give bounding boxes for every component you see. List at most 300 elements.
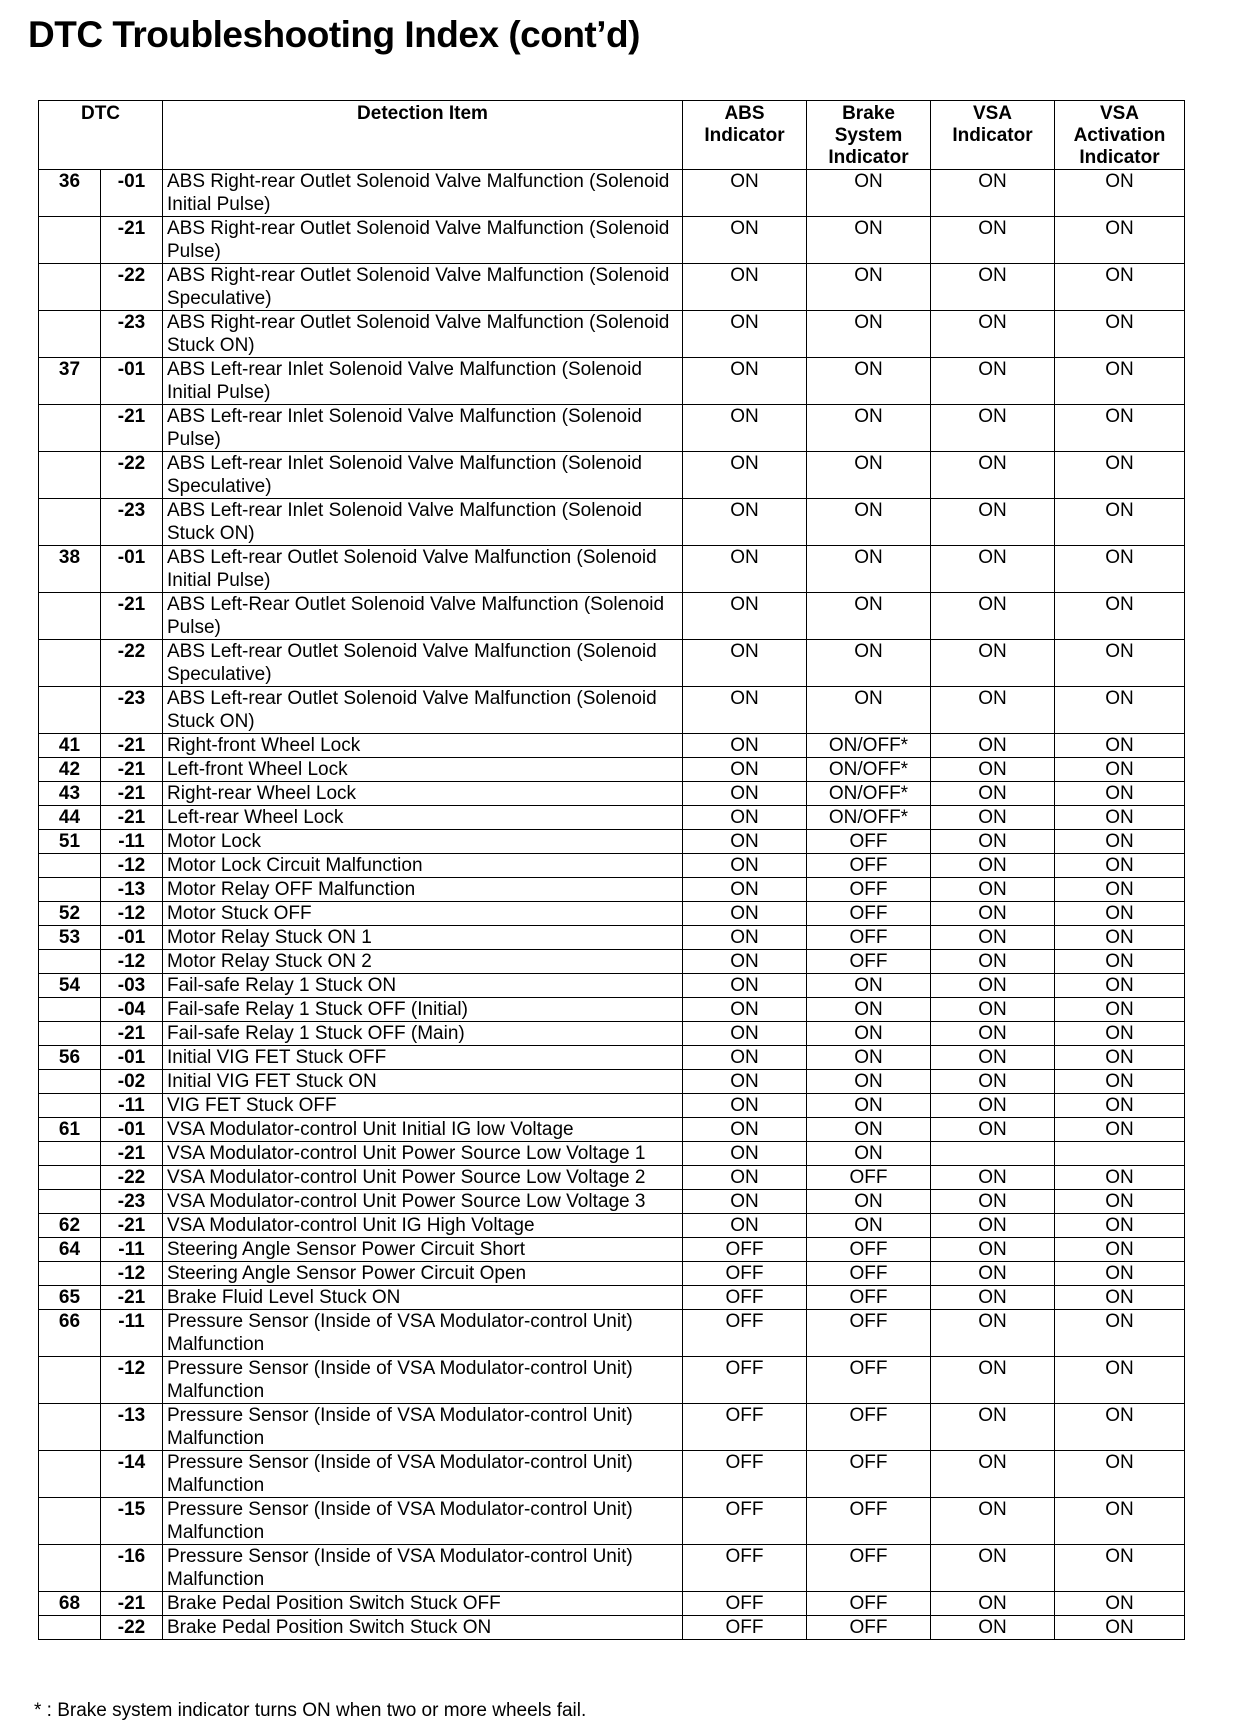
vsa-indicator-cell: ON xyxy=(931,358,1055,405)
abs-indicator-cell: ON xyxy=(683,854,807,878)
brake-indicator-cell: OFF xyxy=(807,1592,931,1616)
dtc-sub-cell: -23 xyxy=(101,1190,163,1214)
vsa-activation-cell: ON xyxy=(1055,1070,1185,1094)
table-header-row xyxy=(39,101,1185,170)
brake-indicator-cell: ON xyxy=(807,170,931,217)
abs-indicator-cell: OFF xyxy=(683,1238,807,1262)
brake-indicator-cell: ON/OFF* xyxy=(807,734,931,758)
vsa-activation-cell: ON xyxy=(1055,830,1185,854)
vsa-indicator-cell: ON xyxy=(931,1118,1055,1142)
detection-item-cell: ABS Left-rear Outlet Solenoid Valve Malfunction (Solenoid Speculative) xyxy=(163,640,683,687)
vsa-activation-cell: ON xyxy=(1055,1238,1185,1262)
brake-indicator-cell: ON xyxy=(807,974,931,998)
dtc-sub-cell: -12 xyxy=(101,950,163,974)
abs-indicator-cell: ON xyxy=(683,926,807,950)
vsa-activation-cell: ON xyxy=(1055,1046,1185,1070)
dtc-main-cell: 68 xyxy=(39,1592,101,1616)
table-row xyxy=(39,1451,1185,1498)
vsa-activation-cell: ON xyxy=(1055,1545,1185,1592)
detection-item-cell: VSA Modulator-control Unit IG High Voltage xyxy=(163,1214,683,1238)
table-row xyxy=(39,1118,1185,1142)
detection-item-cell: Pressure Sensor (Inside of VSA Modulator-control Unit) Malfunction xyxy=(163,1310,683,1357)
detection-item-cell: Motor Relay Stuck ON 1 xyxy=(163,926,683,950)
table-row xyxy=(39,593,1185,640)
dtc-table xyxy=(38,100,1185,1640)
table-row xyxy=(39,1214,1185,1238)
vsa-indicator-cell: ON xyxy=(931,687,1055,734)
dtc-sub-cell: -23 xyxy=(101,687,163,734)
abs-indicator-cell: OFF xyxy=(683,1592,807,1616)
brake-indicator-cell: OFF xyxy=(807,878,931,902)
dtc-main-cell xyxy=(39,499,101,546)
dtc-main-cell xyxy=(39,405,101,452)
table-row xyxy=(39,1592,1185,1616)
abs-indicator-cell: ON xyxy=(683,878,807,902)
vsa-indicator-cell: ON xyxy=(931,311,1055,358)
dtc-sub-cell: -21 xyxy=(101,593,163,640)
dtc-sub-cell: -01 xyxy=(101,1046,163,1070)
dtc-sub-cell: -21 xyxy=(101,1022,163,1046)
vsa-activation-cell: ON xyxy=(1055,1166,1185,1190)
dtc-sub-cell: -12 xyxy=(101,902,163,926)
abs-indicator-cell: ON xyxy=(683,217,807,264)
abs-indicator-cell: ON xyxy=(683,806,807,830)
vsa-indicator-cell: ON xyxy=(931,1404,1055,1451)
vsa-indicator-cell: ON xyxy=(931,1357,1055,1404)
dtc-sub-cell: -11 xyxy=(101,1310,163,1357)
brake-indicator-cell: ON xyxy=(807,998,931,1022)
table-row xyxy=(39,902,1185,926)
vsa-activation-cell: ON xyxy=(1055,1310,1185,1357)
table-row xyxy=(39,1070,1185,1094)
detection-item-cell: ABS Left-Rear Outlet Solenoid Valve Malfunction (Solenoid Pulse) xyxy=(163,593,683,640)
vsa-indicator-cell: ON xyxy=(931,499,1055,546)
dtc-main-cell: 36 xyxy=(39,170,101,217)
abs-indicator-cell: ON xyxy=(683,1094,807,1118)
dtc-main-cell xyxy=(39,854,101,878)
detection-item-cell: ABS Right-rear Outlet Solenoid Valve Malfunction (Solenoid Initial Pulse) xyxy=(163,170,683,217)
vsa-indicator-cell: ON xyxy=(931,782,1055,806)
table-body xyxy=(39,170,1185,1640)
table-row xyxy=(39,217,1185,264)
vsa-activation-cell: ON xyxy=(1055,264,1185,311)
vsa-activation-cell: ON xyxy=(1055,217,1185,264)
table-row xyxy=(39,264,1185,311)
vsa-indicator-cell: ON xyxy=(931,1451,1055,1498)
detection-item-cell: Motor Lock Circuit Malfunction xyxy=(163,854,683,878)
dtc-main-cell: 42 xyxy=(39,758,101,782)
dtc-main-cell: 38 xyxy=(39,546,101,593)
dtc-main-cell xyxy=(39,1357,101,1404)
dtc-sub-cell: -12 xyxy=(101,1357,163,1404)
brake-indicator-cell: ON/OFF* xyxy=(807,758,931,782)
table-row xyxy=(39,1404,1185,1451)
vsa-activation-cell: ON xyxy=(1055,782,1185,806)
dtc-main-cell: 66 xyxy=(39,1310,101,1357)
vsa-indicator-cell: ON xyxy=(931,1592,1055,1616)
table-row xyxy=(39,405,1185,452)
detection-item-cell: Brake Pedal Position Switch Stuck ON xyxy=(163,1616,683,1640)
vsa-indicator-cell: ON xyxy=(931,1262,1055,1286)
dtc-main-cell xyxy=(39,1404,101,1451)
dtc-main-cell xyxy=(39,1142,101,1166)
brake-indicator-cell: OFF xyxy=(807,1286,931,1310)
detection-item-cell: Motor Relay Stuck ON 2 xyxy=(163,950,683,974)
brake-indicator-cell: OFF xyxy=(807,1357,931,1404)
dtc-sub-cell: -23 xyxy=(101,499,163,546)
vsa-activation-cell: ON xyxy=(1055,1592,1185,1616)
brake-indicator-cell: ON xyxy=(807,264,931,311)
brake-indicator-cell: OFF xyxy=(807,854,931,878)
table-row xyxy=(39,758,1185,782)
vsa-activation-cell: ON xyxy=(1055,1286,1185,1310)
abs-indicator-cell: ON xyxy=(683,687,807,734)
table-row xyxy=(39,640,1185,687)
brake-indicator-cell: OFF xyxy=(807,1166,931,1190)
dtc-main-cell: 53 xyxy=(39,926,101,950)
detection-item-cell: Left-front Wheel Lock xyxy=(163,758,683,782)
abs-indicator-cell: ON xyxy=(683,1118,807,1142)
dtc-sub-cell: -01 xyxy=(101,546,163,593)
table-row xyxy=(39,1498,1185,1545)
vsa-indicator-cell: ON xyxy=(931,1616,1055,1640)
table-row xyxy=(39,878,1185,902)
dtc-sub-cell: -21 xyxy=(101,1592,163,1616)
brake-indicator-cell: ON/OFF* xyxy=(807,782,931,806)
detection-item-cell: Motor Relay OFF Malfunction xyxy=(163,878,683,902)
brake-indicator-cell: OFF xyxy=(807,950,931,974)
vsa-indicator-cell: ON xyxy=(931,640,1055,687)
abs-indicator-cell: ON xyxy=(683,830,807,854)
abs-indicator-cell: ON xyxy=(683,452,807,499)
brake-indicator-cell: ON xyxy=(807,1118,931,1142)
brake-indicator-cell: OFF xyxy=(807,1310,931,1357)
brake-indicator-cell: ON xyxy=(807,1046,931,1070)
dtc-sub-cell: -02 xyxy=(101,1070,163,1094)
header-brake-system-indicator: Brake System Indicator xyxy=(807,101,931,170)
dtc-sub-cell: -22 xyxy=(101,640,163,687)
dtc-main-cell xyxy=(39,1451,101,1498)
dtc-sub-cell: -01 xyxy=(101,926,163,950)
dtc-sub-cell: -21 xyxy=(101,217,163,264)
vsa-activation-cell: ON xyxy=(1055,1262,1185,1286)
vsa-indicator-cell: ON xyxy=(931,593,1055,640)
vsa-indicator-cell: ON xyxy=(931,170,1055,217)
vsa-indicator-cell: ON xyxy=(931,950,1055,974)
vsa-indicator-cell: ON xyxy=(931,1545,1055,1592)
abs-indicator-cell: OFF xyxy=(683,1310,807,1357)
dtc-main-cell xyxy=(39,452,101,499)
brake-indicator-cell: ON xyxy=(807,687,931,734)
dtc-sub-cell: -15 xyxy=(101,1498,163,1545)
dtc-main-cell xyxy=(39,1094,101,1118)
brake-indicator-cell: ON xyxy=(807,1214,931,1238)
table-row xyxy=(39,170,1185,217)
dtc-main-cell: 65 xyxy=(39,1286,101,1310)
abs-indicator-cell: ON xyxy=(683,170,807,217)
detection-item-cell: Pressure Sensor (Inside of VSA Modulator-control Unit) Malfunction xyxy=(163,1451,683,1498)
vsa-indicator-cell: ON xyxy=(931,806,1055,830)
dtc-main-cell xyxy=(39,1262,101,1286)
dtc-sub-cell: -11 xyxy=(101,1094,163,1118)
brake-indicator-cell: OFF xyxy=(807,1238,931,1262)
dtc-sub-cell: -01 xyxy=(101,358,163,405)
dtc-sub-cell: -11 xyxy=(101,1238,163,1262)
vsa-indicator-cell: ON xyxy=(931,1498,1055,1545)
vsa-activation-cell: ON xyxy=(1055,687,1185,734)
abs-indicator-cell: ON xyxy=(683,1214,807,1238)
brake-indicator-cell: OFF xyxy=(807,926,931,950)
brake-indicator-cell: ON xyxy=(807,358,931,405)
vsa-indicator-cell: ON xyxy=(931,546,1055,593)
abs-indicator-cell: ON xyxy=(683,311,807,358)
abs-indicator-cell: ON xyxy=(683,974,807,998)
dtc-sub-cell: -21 xyxy=(101,806,163,830)
vsa-activation-cell: ON xyxy=(1055,358,1185,405)
vsa-activation-cell: ON xyxy=(1055,758,1185,782)
detection-item-cell: Pressure Sensor (Inside of VSA Modulator-control Unit) Malfunction xyxy=(163,1357,683,1404)
dtc-main-cell: 44 xyxy=(39,806,101,830)
table-row xyxy=(39,452,1185,499)
detection-item-cell: ABS Left-rear Inlet Solenoid Valve Malfunction (Solenoid Initial Pulse) xyxy=(163,358,683,405)
abs-indicator-cell: OFF xyxy=(683,1498,807,1545)
brake-indicator-cell: ON xyxy=(807,640,931,687)
dtc-sub-cell: -13 xyxy=(101,1404,163,1451)
dtc-sub-cell: -11 xyxy=(101,830,163,854)
vsa-indicator-cell: ON xyxy=(931,878,1055,902)
vsa-indicator-cell: ON xyxy=(931,830,1055,854)
table-row xyxy=(39,1262,1185,1286)
detection-item-cell: Fail-safe Relay 1 Stuck OFF (Main) xyxy=(163,1022,683,1046)
brake-indicator-cell: ON xyxy=(807,311,931,358)
detection-item-cell: Steering Angle Sensor Power Circuit Open xyxy=(163,1262,683,1286)
detection-item-cell: ABS Left-rear Inlet Solenoid Valve Malfunction (Solenoid Speculative) xyxy=(163,452,683,499)
dtc-sub-cell: -14 xyxy=(101,1451,163,1498)
abs-indicator-cell: ON xyxy=(683,1022,807,1046)
table-row xyxy=(39,1094,1185,1118)
header-dtc: DTC xyxy=(39,101,163,170)
abs-indicator-cell: OFF xyxy=(683,1286,807,1310)
dtc-main-cell: 41 xyxy=(39,734,101,758)
vsa-indicator-cell: ON xyxy=(931,1286,1055,1310)
abs-indicator-cell: OFF xyxy=(683,1545,807,1592)
table-row xyxy=(39,1286,1185,1310)
vsa-indicator-cell: ON xyxy=(931,974,1055,998)
vsa-activation-cell: ON xyxy=(1055,405,1185,452)
vsa-indicator-cell: ON xyxy=(931,217,1055,264)
abs-indicator-cell: ON xyxy=(683,358,807,405)
vsa-activation-cell: ON xyxy=(1055,974,1185,998)
detection-item-cell: Right-rear Wheel Lock xyxy=(163,782,683,806)
table-row xyxy=(39,950,1185,974)
header-detection-item: Detection Item xyxy=(163,101,683,170)
table-row xyxy=(39,1616,1185,1640)
dtc-main-cell xyxy=(39,1166,101,1190)
dtc-main-cell: 56 xyxy=(39,1046,101,1070)
detection-item-cell: Motor Lock xyxy=(163,830,683,854)
detection-item-cell: Left-rear Wheel Lock xyxy=(163,806,683,830)
abs-indicator-cell: ON xyxy=(683,782,807,806)
vsa-indicator-cell: ON xyxy=(931,405,1055,452)
dtc-main-cell xyxy=(39,217,101,264)
abs-indicator-cell: ON xyxy=(683,640,807,687)
dtc-main-cell xyxy=(39,264,101,311)
dtc-sub-cell: -01 xyxy=(101,1118,163,1142)
table-row xyxy=(39,830,1185,854)
dtc-main-cell: 51 xyxy=(39,830,101,854)
vsa-indicator-cell: ON xyxy=(931,1190,1055,1214)
brake-indicator-cell: ON/OFF* xyxy=(807,806,931,830)
dtc-main-cell xyxy=(39,878,101,902)
detection-item-cell: ABS Right-rear Outlet Solenoid Valve Malfunction (Solenoid Speculative) xyxy=(163,264,683,311)
footnote: * : Brake system indicator turns ON when two or more wheels fail. xyxy=(34,1700,587,1721)
abs-indicator-cell: ON xyxy=(683,264,807,311)
table-row xyxy=(39,311,1185,358)
abs-indicator-cell: ON xyxy=(683,1142,807,1166)
vsa-indicator-cell: ON xyxy=(931,998,1055,1022)
detection-item-cell: Pressure Sensor (Inside of VSA Modulator-control Unit) Malfunction xyxy=(163,1545,683,1592)
dtc-main-cell xyxy=(39,998,101,1022)
abs-indicator-cell: ON xyxy=(683,593,807,640)
detection-item-cell: ABS Right-rear Outlet Solenoid Valve Malfunction (Solenoid Pulse) xyxy=(163,217,683,264)
dtc-sub-cell: -12 xyxy=(101,1262,163,1286)
vsa-activation-cell: ON xyxy=(1055,452,1185,499)
table-row xyxy=(39,1545,1185,1592)
dtc-main-cell: 52 xyxy=(39,902,101,926)
dtc-sub-cell: -12 xyxy=(101,854,163,878)
dtc-main-cell xyxy=(39,1022,101,1046)
vsa-indicator-cell: ON xyxy=(931,1094,1055,1118)
vsa-indicator-cell: ON xyxy=(931,734,1055,758)
vsa-indicator-cell: ON xyxy=(931,1166,1055,1190)
detection-item-cell: VSA Modulator-control Unit Initial IG low Voltage xyxy=(163,1118,683,1142)
vsa-activation-cell: ON xyxy=(1055,902,1185,926)
detection-item-cell: VIG FET Stuck OFF xyxy=(163,1094,683,1118)
abs-indicator-cell: OFF xyxy=(683,1451,807,1498)
dtc-sub-cell: -22 xyxy=(101,1166,163,1190)
brake-indicator-cell: OFF xyxy=(807,1262,931,1286)
table-row xyxy=(39,687,1185,734)
header-abs-indicator: ABS Indicator xyxy=(683,101,807,170)
table-row xyxy=(39,974,1185,998)
vsa-indicator-cell: ON xyxy=(931,264,1055,311)
vsa-activation-cell: ON xyxy=(1055,1451,1185,1498)
vsa-indicator-cell: ON xyxy=(931,1070,1055,1094)
detection-item-cell: VSA Modulator-control Unit Power Source Low Voltage 2 xyxy=(163,1166,683,1190)
dtc-sub-cell: -22 xyxy=(101,452,163,499)
vsa-activation-cell: ON xyxy=(1055,1214,1185,1238)
vsa-indicator-cell: ON xyxy=(931,1022,1055,1046)
dtc-main-cell: 37 xyxy=(39,358,101,405)
dtc-main-cell xyxy=(39,640,101,687)
detection-item-cell: Pressure Sensor (Inside of VSA Modulator-control Unit) Malfunction xyxy=(163,1404,683,1451)
brake-indicator-cell: ON xyxy=(807,499,931,546)
table-row xyxy=(39,546,1185,593)
table-row xyxy=(39,926,1185,950)
detection-item-cell: VSA Modulator-control Unit Power Source Low Voltage 3 xyxy=(163,1190,683,1214)
vsa-activation-cell: ON xyxy=(1055,806,1185,830)
dtc-main-cell xyxy=(39,311,101,358)
abs-indicator-cell: OFF xyxy=(683,1404,807,1451)
dtc-main-cell xyxy=(39,1190,101,1214)
dtc-sub-cell: -03 xyxy=(101,974,163,998)
abs-indicator-cell: ON xyxy=(683,1190,807,1214)
dtc-main-cell xyxy=(39,1498,101,1545)
brake-indicator-cell: ON xyxy=(807,217,931,264)
header-vsa-activation-indicator: VSA Activation Indicator xyxy=(1055,101,1185,170)
vsa-activation-cell: ON xyxy=(1055,1022,1185,1046)
dtc-main-cell: 62 xyxy=(39,1214,101,1238)
dtc-main-cell xyxy=(39,687,101,734)
dtc-sub-cell: -21 xyxy=(101,405,163,452)
detection-item-cell: Motor Stuck OFF xyxy=(163,902,683,926)
abs-indicator-cell: ON xyxy=(683,758,807,782)
vsa-indicator-cell xyxy=(931,1142,1055,1166)
brake-indicator-cell: ON xyxy=(807,1142,931,1166)
brake-indicator-cell: OFF xyxy=(807,1404,931,1451)
abs-indicator-cell: OFF xyxy=(683,1262,807,1286)
abs-indicator-cell: ON xyxy=(683,499,807,546)
dtc-sub-cell: -22 xyxy=(101,264,163,311)
vsa-indicator-cell: ON xyxy=(931,1310,1055,1357)
dtc-sub-cell: -21 xyxy=(101,1214,163,1238)
header-vsa-indicator: VSA Indicator xyxy=(931,101,1055,170)
vsa-activation-cell: ON xyxy=(1055,998,1185,1022)
vsa-indicator-cell: ON xyxy=(931,1214,1055,1238)
detection-item-cell: VSA Modulator-control Unit Power Source Low Voltage 1 xyxy=(163,1142,683,1166)
abs-indicator-cell: ON xyxy=(683,734,807,758)
table-row xyxy=(39,1046,1185,1070)
vsa-activation-cell: ON xyxy=(1055,1498,1185,1545)
brake-indicator-cell: ON xyxy=(807,1070,931,1094)
detection-item-cell: ABS Left-rear Inlet Solenoid Valve Malfunction (Solenoid Stuck ON) xyxy=(163,499,683,546)
vsa-indicator-cell: ON xyxy=(931,1238,1055,1262)
vsa-activation-cell xyxy=(1055,1142,1185,1166)
vsa-activation-cell: ON xyxy=(1055,1094,1185,1118)
dtc-sub-cell: -23 xyxy=(101,311,163,358)
brake-indicator-cell: OFF xyxy=(807,830,931,854)
vsa-activation-cell: ON xyxy=(1055,593,1185,640)
vsa-indicator-cell: ON xyxy=(931,854,1055,878)
table-row xyxy=(39,358,1185,405)
detection-item-cell: Right-front Wheel Lock xyxy=(163,734,683,758)
table-row xyxy=(39,782,1185,806)
vsa-activation-cell: ON xyxy=(1055,1190,1185,1214)
vsa-activation-cell: ON xyxy=(1055,311,1185,358)
table-row xyxy=(39,1357,1185,1404)
vsa-activation-cell: ON xyxy=(1055,640,1185,687)
dtc-main-cell xyxy=(39,1616,101,1640)
brake-indicator-cell: ON xyxy=(807,1190,931,1214)
abs-indicator-cell: ON xyxy=(683,1166,807,1190)
detection-item-cell: Brake Pedal Position Switch Stuck OFF xyxy=(163,1592,683,1616)
vsa-indicator-cell: ON xyxy=(931,758,1055,782)
vsa-indicator-cell: ON xyxy=(931,926,1055,950)
dtc-sub-cell: -16 xyxy=(101,1545,163,1592)
dtc-sub-cell: -22 xyxy=(101,1616,163,1640)
table-row xyxy=(39,998,1185,1022)
vsa-activation-cell: ON xyxy=(1055,734,1185,758)
detection-item-cell: Initial VIG FET Stuck OFF xyxy=(163,1046,683,1070)
dtc-main-cell xyxy=(39,593,101,640)
detection-item-cell: Brake Fluid Level Stuck ON xyxy=(163,1286,683,1310)
detection-item-cell: ABS Left-rear Inlet Solenoid Valve Malfunction (Solenoid Pulse) xyxy=(163,405,683,452)
brake-indicator-cell: OFF xyxy=(807,1545,931,1592)
table-row xyxy=(39,1022,1185,1046)
table-row xyxy=(39,734,1185,758)
dtc-sub-cell: -21 xyxy=(101,1142,163,1166)
dtc-main-cell xyxy=(39,1070,101,1094)
